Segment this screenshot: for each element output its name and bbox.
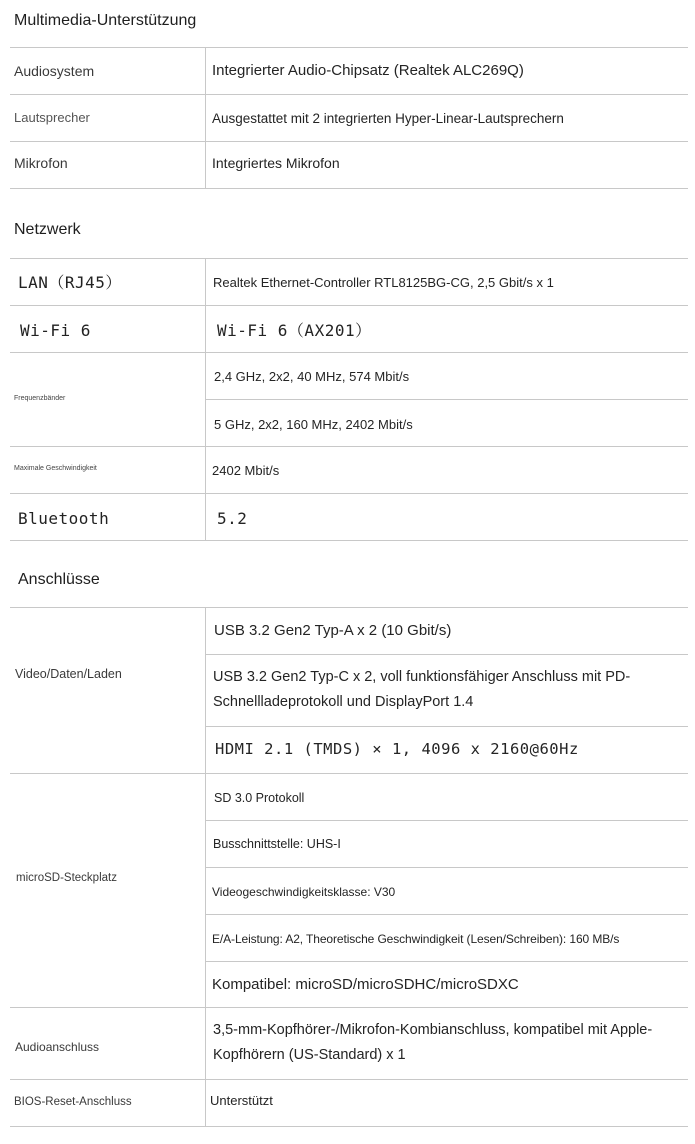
divider bbox=[10, 540, 688, 541]
divider bbox=[10, 1079, 688, 1080]
value-band-2-4ghz: 2,4 GHz, 2x2, 40 MHz, 574 Mbit/s bbox=[214, 369, 410, 384]
column-divider bbox=[205, 258, 206, 540]
value-bus-interface: Busschnittstelle: UHS-I bbox=[213, 837, 341, 851]
label-microphone: Mikrofon bbox=[14, 155, 68, 171]
label-video-data-charging: Video/Daten/Laden bbox=[15, 667, 122, 681]
inner-divider bbox=[205, 820, 688, 821]
label-speakers: Lautsprecher bbox=[14, 110, 90, 125]
divider bbox=[10, 1007, 688, 1008]
label-max-speed: Maximale Geschwindigkeit bbox=[14, 465, 97, 472]
label-bios-reset: BIOS-Reset-Anschluss bbox=[14, 1096, 132, 1108]
label-microsd-slot: microSD-Steckplatz bbox=[16, 872, 117, 884]
divider bbox=[10, 773, 688, 774]
value-bluetooth: 5.2 bbox=[217, 509, 248, 528]
value-hdmi: HDMI 2.1 (TMDS) × 1, 4096 x 2160@60Hz bbox=[215, 740, 579, 758]
value-lan: Realtek Ethernet-Controller RTL8125BG-CG, 2,5 Gbit/s x 1 bbox=[213, 275, 554, 290]
value-audiosystem: Integrierter Audio-Chipsatz (Realtek ALC269Q) bbox=[212, 62, 524, 79]
value-bios-reset: Unterstützt bbox=[210, 1093, 273, 1108]
value-speakers: Ausgestattet mit 2 integrierten Hyper-Linear-Lautsprechern bbox=[212, 111, 564, 126]
label-lan: LAN（RJ45） bbox=[18, 273, 122, 292]
value-band-5ghz: 5 GHz, 2x2, 160 MHz, 2402 Mbit/s bbox=[214, 417, 413, 432]
value-usb-typea: USB 3.2 Gen2 Typ-A x 2 (10 Gbit/s) bbox=[214, 622, 452, 639]
column-divider bbox=[205, 607, 206, 1126]
value-audio-jack: 3,5-mm-Kopfhörer-/Mikrofon-Kombianschluss, kompatibel mit Apple-Kopfhörern (US-Standard) x 1 bbox=[213, 1022, 653, 1063]
label-frequency-bands: Frequenzbänder bbox=[14, 395, 66, 402]
value-io-performance: E/A-Leistung: A2, Theoretische Geschwindigkeit (Lesen/Schreiben): 160 MB/s bbox=[212, 932, 620, 946]
divider bbox=[10, 607, 688, 608]
value-compatibility: Kompatibel: microSD/microSDHC/microSDXC bbox=[212, 976, 519, 993]
divider bbox=[10, 446, 688, 447]
divider bbox=[10, 1126, 688, 1127]
inner-divider bbox=[205, 654, 688, 655]
value-usb-typec: USB 3.2 Gen2 Typ-C x 2, voll funktionsfähiger Anschluss mit PD-Schnellladeprotokoll und DisplayPort 1.4 bbox=[213, 669, 631, 710]
inner-divider bbox=[205, 867, 688, 868]
value-sd-protocol: SD 3.0 Protokoll bbox=[214, 791, 305, 805]
divider bbox=[10, 188, 688, 189]
label-wifi: Wi-Fi 6 bbox=[20, 321, 91, 340]
value-video-speed-class: Videogeschwindigkeitsklasse: V30 bbox=[212, 885, 396, 899]
divider bbox=[10, 258, 688, 259]
value-wifi: Wi-Fi 6（AX201） bbox=[217, 321, 372, 340]
inner-divider bbox=[205, 961, 688, 962]
column-divider bbox=[205, 47, 206, 188]
divider bbox=[10, 305, 688, 306]
value-max-speed: 2402 Mbit/s bbox=[212, 463, 280, 478]
section-heading-multimedia: Multimedia-Unterstützung bbox=[14, 12, 197, 29]
section-heading-ports: Anschlüsse bbox=[18, 571, 100, 588]
label-audiosystem: Audiosystem bbox=[14, 63, 95, 79]
inner-divider bbox=[205, 914, 688, 915]
divider bbox=[10, 493, 688, 494]
divider bbox=[10, 141, 688, 142]
divider bbox=[10, 94, 688, 95]
label-bluetooth: Bluetooth bbox=[18, 509, 110, 528]
divider bbox=[10, 352, 688, 353]
inner-divider bbox=[205, 399, 688, 400]
section-heading-network: Netzwerk bbox=[14, 221, 81, 238]
label-audio-jack: Audioanschluss bbox=[15, 1040, 100, 1054]
value-microphone: Integriertes Mikrofon bbox=[212, 155, 340, 171]
inner-divider bbox=[205, 726, 688, 727]
divider bbox=[10, 47, 688, 48]
